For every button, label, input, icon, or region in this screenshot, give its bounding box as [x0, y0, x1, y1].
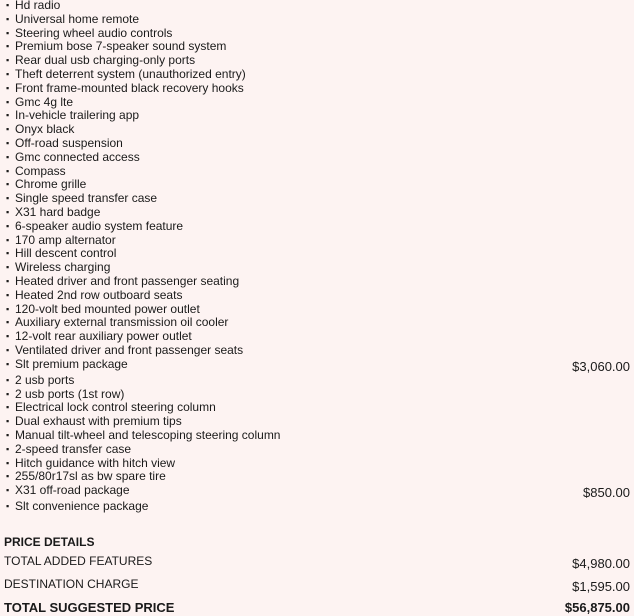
feature-label: Off-road suspension: [15, 135, 123, 150]
feature-item: [0, 68, 634, 82]
bullet-icon: ▪: [6, 303, 10, 314]
bullet-icon: ▪: [6, 331, 10, 342]
feature-item: [0, 388, 634, 402]
feature-label: Ventilated driver and front passenger seats: [15, 342, 244, 357]
bullet-icon: ▪: [6, 220, 10, 231]
bullet-icon: ▪: [6, 289, 10, 300]
feature-item: [0, 484, 634, 500]
bullet-icon: ▪: [6, 485, 10, 496]
feature-label: Hitch guidance with hitch view: [15, 455, 176, 470]
feature-item: [0, 206, 634, 220]
bullet-icon: ▪: [6, 443, 10, 454]
feature-label: Slt convenience package: [15, 499, 149, 514]
feature-label: Hd radio: [15, 0, 61, 12]
feature-item: [0, 457, 634, 471]
feature-price: $3,060.00: [572, 358, 630, 374]
feature-item: [0, 289, 634, 303]
bullet-icon: ▪: [6, 96, 10, 107]
feature-label: Gmc connected access: [15, 149, 140, 164]
feature-label: Onyx black: [15, 122, 75, 137]
bullet-icon: ▪: [6, 124, 10, 135]
feature-label: 2-speed transfer case: [15, 441, 132, 456]
feature-item: [0, 123, 634, 137]
feature-label: 255/80r17sl as bw spare tire: [15, 469, 166, 484]
feature-item: [0, 151, 634, 165]
feature-label: Theft deterrent system (unauthorized entry): [15, 66, 246, 81]
bullet-icon: ▪: [6, 41, 10, 52]
bullet-icon: ▪: [6, 179, 10, 190]
total-added-features-label: TOTAL ADDED FEATURES: [4, 554, 153, 568]
bullet-icon: ▪: [6, 262, 10, 273]
feature-item: [0, 137, 634, 151]
feature-item: [0, 261, 634, 275]
feature-item: [0, 374, 634, 388]
feature-label: Manual tilt-wheel and telescoping steering column: [15, 427, 281, 442]
feature-label: Hill descent control: [15, 246, 117, 261]
feature-label: Heated 2nd row outboard seats: [15, 287, 183, 302]
feature-label: Rear dual usb charging-only ports: [15, 53, 196, 68]
feature-item: [0, 54, 634, 68]
feature-label: Universal home remote: [15, 11, 140, 26]
feature-label: X31 hard badge: [15, 204, 101, 219]
feature-item: [0, 109, 634, 123]
bullet-icon: ▪: [6, 457, 10, 468]
feature-label: Gmc 4g lte: [15, 94, 74, 109]
bullet-icon: ▪: [6, 374, 10, 385]
feature-label: 2 usb ports: [15, 372, 75, 387]
bullet-icon: ▪: [6, 317, 10, 328]
bullet-icon: ▪: [6, 358, 10, 369]
feature-item: [0, 165, 634, 179]
bullet-icon: ▪: [6, 416, 10, 427]
feature-item: [0, 344, 634, 358]
feature-label: Wireless charging: [15, 260, 111, 275]
bullet-icon: ▪: [6, 471, 10, 482]
destination-charge-label: DESTINATION CHARGE: [4, 577, 139, 591]
feature-item: [0, 13, 634, 27]
total-suggested-price-value: $56,875.00: [564, 600, 630, 615]
bullet-icon: ▪: [6, 165, 10, 176]
bullet-icon: ▪: [6, 151, 10, 162]
feature-item: [0, 500, 634, 514]
feature-item: [0, 234, 634, 248]
feature-item: [0, 40, 634, 54]
feature-price: $850.00: [583, 485, 630, 501]
destination-charge-value: $1,595.00: [572, 579, 630, 594]
bullet-icon: ▪: [6, 110, 10, 121]
feature-label: Slt premium package: [15, 356, 128, 371]
feature-label: 120-volt bed mounted power outlet: [15, 301, 200, 316]
feature-item: [0, 247, 634, 261]
feature-item: [0, 401, 634, 415]
feature-label: Compass: [15, 163, 66, 178]
bullet-icon: ▪: [6, 68, 10, 79]
feature-label: Auxiliary external transmission oil cooler: [15, 315, 229, 330]
bullet-icon: ▪: [6, 501, 10, 512]
feature-label: 170 amp alternator: [15, 232, 116, 247]
bullet-icon: ▪: [6, 55, 10, 66]
bullet-icon: ▪: [6, 13, 10, 24]
feature-item: [0, 96, 634, 110]
bullet-icon: ▪: [6, 429, 10, 440]
feature-item: [0, 82, 634, 96]
feature-label: 12-volt rear auxiliary power outlet: [15, 329, 192, 344]
bullet-icon: ▪: [6, 402, 10, 413]
feature-item: [0, 330, 634, 344]
total-suggested-price-label: TOTAL SUGGESTED PRICE: [4, 600, 175, 615]
feature-item: [0, 358, 634, 374]
feature-label: X31 off-road package: [15, 483, 130, 498]
price-details-title: PRICE DETAILS: [4, 535, 95, 549]
feature-item: [0, 192, 634, 206]
feature-item: [0, 275, 634, 289]
bullet-icon: ▪: [6, 344, 10, 355]
bullet-icon: ▪: [6, 388, 10, 399]
bullet-icon: ▪: [6, 27, 10, 38]
feature-label: Premium bose 7-speaker sound system: [15, 39, 227, 54]
feature-item: [0, 178, 634, 192]
bullet-icon: ▪: [6, 82, 10, 93]
bullet-icon: ▪: [6, 137, 10, 148]
feature-label: Heated driver and front passenger seating: [15, 273, 240, 288]
feature-label: Steering wheel audio controls: [15, 25, 173, 40]
feature-item: [0, 27, 634, 41]
feature-item: [0, 415, 634, 429]
feature-item: [0, 429, 634, 443]
feature-label: Chrome grille: [15, 177, 87, 192]
bullet-icon: ▪: [6, 234, 10, 245]
feature-label: Single speed transfer case: [15, 191, 158, 206]
feature-label: Front frame-mounted black recovery hooks: [15, 80, 244, 95]
feature-label: In-vehicle trailering app: [15, 108, 140, 123]
bullet-icon: ▪: [6, 0, 10, 10]
feature-item: [0, 220, 634, 234]
bullet-icon: ▪: [6, 193, 10, 204]
feature-label: Dual exhaust with premium tips: [15, 414, 182, 429]
bullet-icon: ▪: [6, 206, 10, 217]
feature-label: 2 usb ports (1st row): [15, 386, 125, 401]
feature-item: [0, 316, 634, 330]
feature-item: [0, 470, 634, 484]
feature-item: [0, 443, 634, 457]
bullet-icon: ▪: [6, 248, 10, 259]
bullet-icon: ▪: [6, 275, 10, 286]
feature-label: Electrical lock control steering column: [15, 400, 216, 415]
total-added-features-value: $4,980.00: [572, 556, 630, 571]
feature-item: [0, 303, 634, 317]
feature-label: 6-speaker audio system feature: [15, 218, 184, 233]
